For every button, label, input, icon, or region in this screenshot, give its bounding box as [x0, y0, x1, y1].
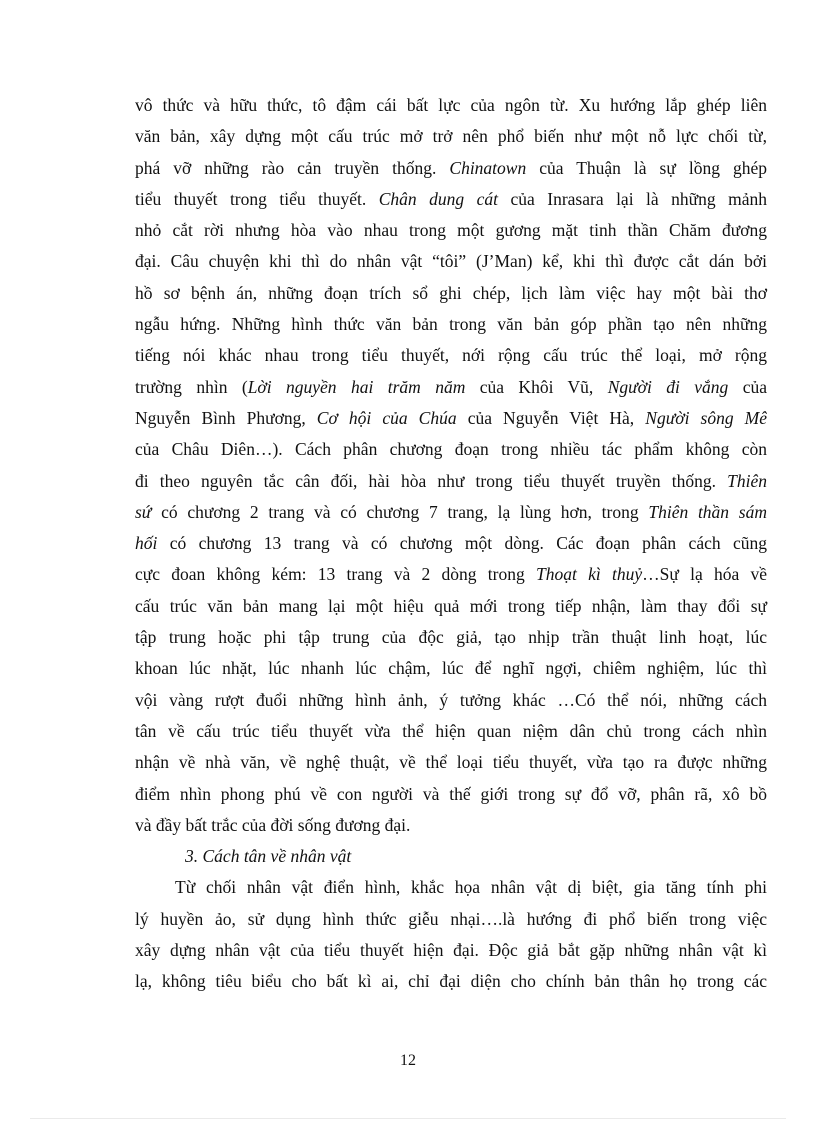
text-line [135, 653, 767, 684]
text-line [135, 591, 767, 622]
text-line [135, 559, 767, 590]
text-segment: của Khôi Vũ, [465, 376, 608, 397]
text-segment: cấu trúc văn bản mang lại một hiệu quả mới trong tiếp nhận, làm thay đổi sự [135, 595, 767, 616]
text-line [135, 309, 767, 340]
section-heading [135, 841, 767, 872]
page-number: 12 [400, 1052, 416, 1069]
section-heading-text: 3. Cách tân về nhân vật [185, 846, 352, 867]
text-line [135, 685, 767, 716]
text-line [135, 403, 767, 434]
text-segment: khoan lúc nhặt, lúc nhanh lúc chậm, lúc để nghĩ ngợi, chiêm nghiệm, lúc thì [135, 658, 767, 679]
text-segment: lý huyền ảo, sử dụng hình thức giễu nhại….là hướng đi phổ biến trong việc [135, 908, 767, 929]
italic-title: Thiên [727, 470, 767, 491]
text-line [135, 90, 767, 121]
text-line [135, 622, 767, 653]
text-line [135, 810, 767, 841]
text-segment: của Inrasara lại là những mảnh [497, 188, 767, 209]
text-line [135, 497, 767, 528]
text-segment: hồ sơ bệnh án, những đoạn trích sổ ghi chép, lịch làm việc hay một bài thơ [135, 282, 767, 303]
text-line [135, 935, 767, 966]
italic-title: Chinatown [449, 157, 527, 178]
italic-title: Người sông Mê [645, 407, 768, 428]
text-segment: xây dựng nhân vật của tiểu thuyết hiện đại. Độc giả bắt gặp những nhân vật kì [135, 940, 767, 961]
text-line [135, 872, 767, 903]
italic-title: Thiên thần sám [648, 501, 767, 522]
text-segment: Từ chối nhân vật điển hình, khắc họa nhân vật dị biệt, gia tăng tính phi [175, 877, 767, 898]
italic-title: sứ [135, 501, 152, 522]
italic-title: Cơ hội của Chúa [316, 407, 457, 428]
italic-title: Người đi vắng [607, 376, 729, 397]
text-segment: đi theo nguyên tắc cân đối, hài hòa như trong tiểu thuyết truyền thống. [135, 470, 728, 491]
text-segment: vội vàng rượt đuổi những hình ảnh, ý tưởng khác …Có thể nói, những cách [135, 689, 767, 710]
text-segment: phá vỡ những rào cản truyền thống. [135, 157, 450, 178]
italic-title: Chân dung cát [378, 188, 498, 209]
paragraph-characters [135, 872, 767, 997]
text-segment: lạ, không tiêu biểu cho bất kì ai, chỉ đại diện cho chính bản thân họ trong các [135, 971, 767, 992]
text-segment: tân về cấu trúc tiểu thuyết vừa thể hiện quan niệm dân chủ trong cách nhìn [135, 720, 767, 741]
text-segment: nhận về nhà văn, về nghệ thuật, về thể loại tiểu thuyết, vừa tạo ra được những [135, 752, 767, 773]
text-segment: tập trung hoặc phi tập trung của độc giả, tạo nhịp trần thuật linh hoạt, lúc [135, 627, 767, 648]
body-text [135, 90, 767, 998]
italic-title: hối [135, 533, 158, 554]
text-line [135, 340, 767, 371]
text-line [135, 278, 767, 309]
text-segment: của Châu Diên…). Cách phân chương đoạn trong nhiều tác phẩm không còn [135, 439, 767, 460]
italic-title: Thoạt kì thuỷ [535, 564, 643, 585]
text-segment: tiếng nói khác nhau trong tiểu thuyết, nới rộng cấu trúc thể loại, mở rộng [135, 345, 767, 366]
text-segment: văn bản, xây dựng một cấu trúc mở trở nên phổ biến như một nỗ lực chối từ, [135, 126, 767, 147]
text-segment: vô thức và hữu thức, tô đậm cái bất lực của ngôn từ. Xu hướng lắp ghép liên [135, 95, 767, 115]
italic-title: Lời nguyền hai trăm năm [247, 376, 466, 397]
text-line [135, 372, 767, 403]
text-line [135, 153, 767, 184]
text-segment: và đầy bất trắc của đời sống đương đại. [135, 814, 411, 835]
text-line [135, 434, 767, 465]
text-segment: trường nhìn ( [135, 376, 248, 397]
text-segment: Nguyễn Bình Phương, [135, 407, 317, 428]
text-line [135, 246, 767, 277]
text-line [135, 184, 767, 215]
text-line [135, 966, 767, 997]
text-segment: cực đoan không kém: 13 trang và 2 dòng trong [135, 564, 536, 585]
text-line [135, 747, 767, 778]
text-segment: có chương 2 trang và có chương 7 trang, lạ lùng hơn, trong [151, 501, 649, 522]
text-segment: của Nguyễn Việt Hà, [456, 407, 646, 428]
text-line [135, 528, 767, 559]
text-segment: …Sự lạ hóa về [642, 564, 768, 585]
text-segment: đại. Câu chuyện khi thì do nhân vật “tôi” (J’Man) kể, khi thì được cắt dán bởi [135, 251, 767, 272]
page-bottom-edge [30, 1118, 786, 1119]
text-line [135, 466, 767, 497]
text-segment: tiểu thuyết trong tiểu thuyết. [135, 188, 379, 209]
text-line [135, 904, 767, 935]
text-segment: có chương 13 trang và có chương một dòng. Các đoạn phân cách cũng [157, 533, 767, 554]
text-segment: nhỏ cắt rời nhưng hòa vào nhau trong một gương mặt tinh thần Chăm đương [135, 220, 767, 241]
text-segment: của Thuận là sự lồng ghép [526, 157, 767, 178]
text-line [135, 215, 767, 246]
text-segment: của [728, 376, 768, 397]
text-segment: điểm nhìn phong phú về con người và thế giới trong sự đổ vỡ, phân rã, xô bồ [135, 783, 767, 804]
text-line [135, 716, 767, 747]
text-line [135, 779, 767, 810]
text-segment: ngẫu hứng. Những hình thức văn bản trong văn bản góp phần tạo nên những [135, 314, 767, 335]
paragraph-structure [135, 90, 767, 841]
text-line [135, 121, 767, 152]
